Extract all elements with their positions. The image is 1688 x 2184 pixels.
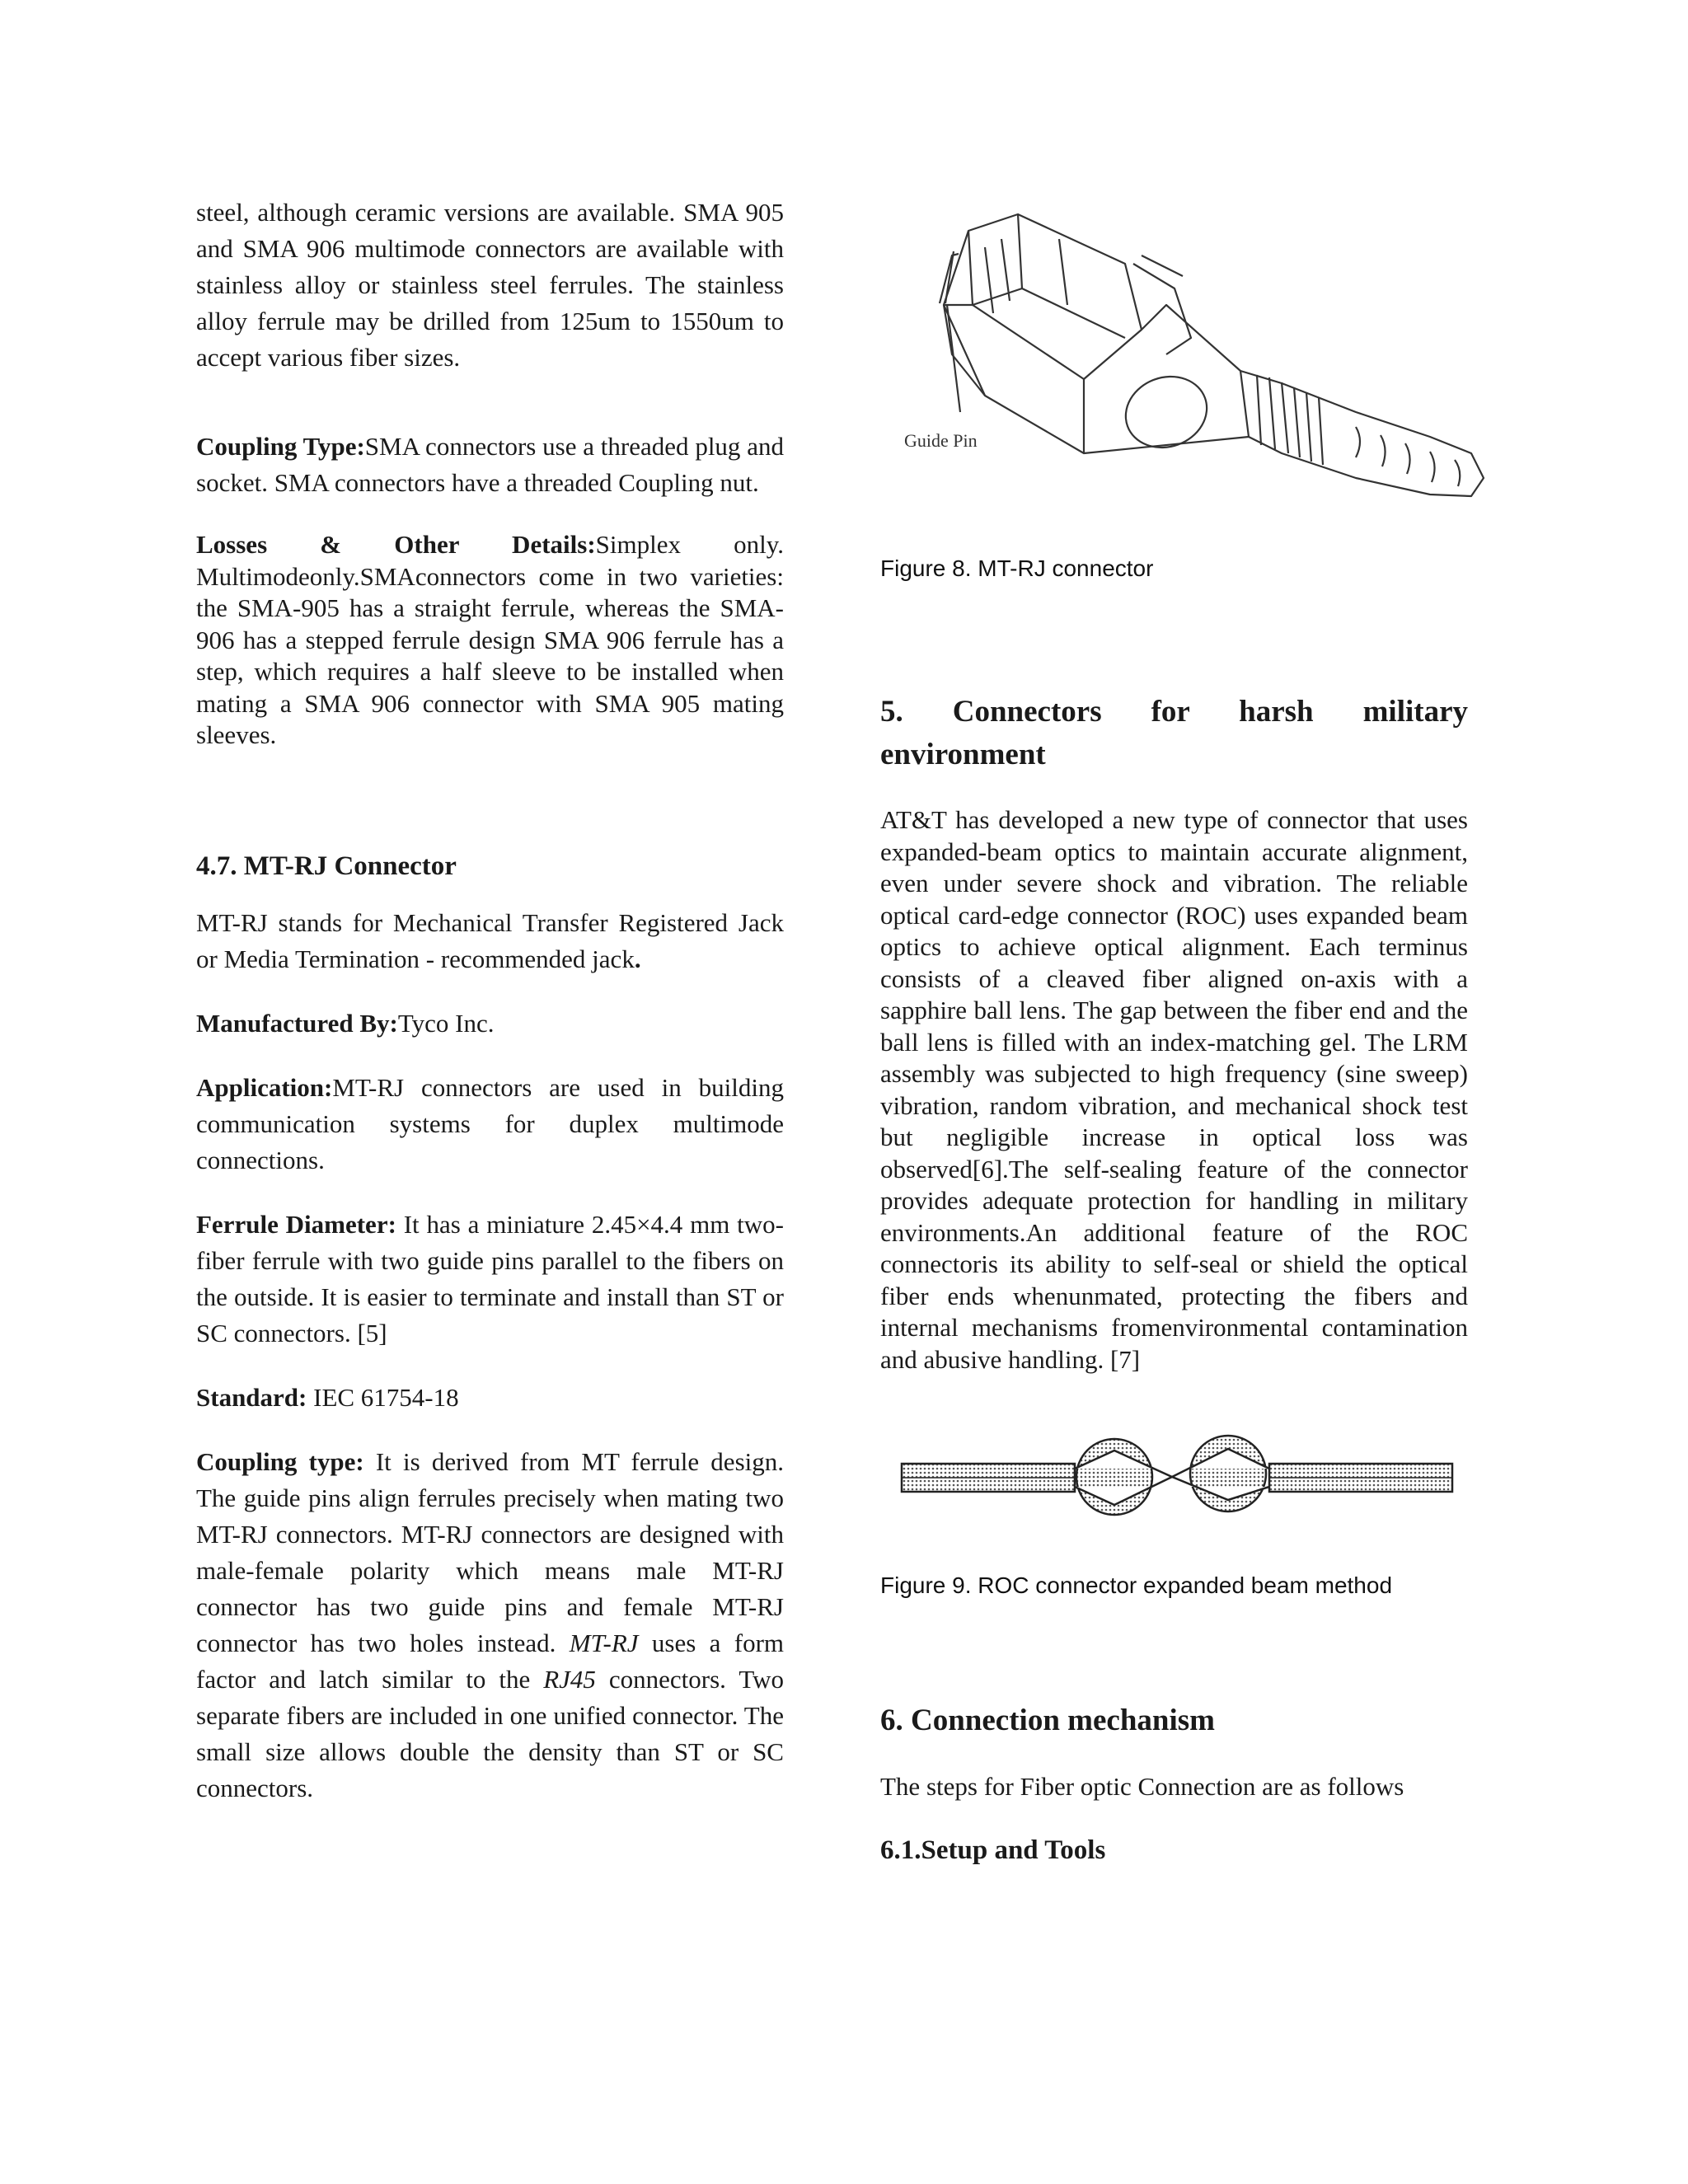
- coupling-type-mtrj-text-a: It is derived from MT ferrule design. The guide pins align ferrules precisely when mating two MT-RJ connectors. MT-RJ connectors are designed with male-female polarity which means male MT-RJ connector has two guide pins and female MT-RJ connector has two holes instead.: [196, 1446, 784, 1657]
- guide-pin-label: Guide Pin: [904, 430, 978, 451]
- mtrj-definition-text: MT-RJ stands for Mechanical Transfer Registered Jack or Media Termination - recommended jack: [196, 907, 784, 973]
- mtrj-connector-drawing: [894, 206, 1521, 519]
- mtrj-italic: MT-RJ: [569, 1628, 639, 1657]
- mtrj-definition-paragraph: [196, 905, 784, 977]
- losses-label: Losses & Other Details:: [196, 530, 596, 559]
- ferrule-diameter-label: Ferrule Diameter:: [196, 1209, 396, 1239]
- standard-paragraph: [196, 1380, 784, 1416]
- coupling-type-label: Coupling Type:: [196, 432, 365, 461]
- figure-8-mtrj-connector: [894, 206, 1521, 519]
- coupling-type-mtrj-text-c: connectors. Two separate fibers are included in one unified connector. The small size allows double the density than ST or SC connectors.: [196, 1664, 784, 1802]
- figure-9-expanded-beam: [898, 1434, 1459, 1516]
- coupling-type-paragraph: [196, 429, 784, 501]
- left-column: [196, 194, 784, 1807]
- coupling-type-text: SMA connectors use a threaded plug and socket. SMA connectors have a threaded Coupling nut.: [196, 432, 784, 497]
- section-5-body: [880, 804, 1468, 1376]
- ferrule-diameter-text: It has a miniature 2.45×4.4 mm two-fiber ferrule with two guide pins parallel to the fibers on the outside. It is easier to terminate and install than ST or SC connectors. [5]: [196, 1209, 785, 1347]
- losses-paragraph: [196, 529, 784, 752]
- section-6-1: [880, 1831, 1468, 1869]
- section-6: [880, 1699, 1468, 1742]
- sma-ferrule-paragraph: steel, although ceramic versions are available. SMA 905 and SMA 906 multimode connectors are available with stainless alloy or stainless steel ferrules. The stainless alloy ferrule may be drilled from 125um to 1550um to accept various fiber sizes.: [196, 198, 784, 372]
- manufactured-paragraph: [196, 1005, 784, 1042]
- section-4-7-heading: 4.7. MT-RJ Connector: [196, 851, 457, 881]
- figure-8-caption: Figure 8. MT-RJ connector: [880, 555, 1154, 581]
- standard-label: Standard:: [196, 1382, 307, 1412]
- ferrule-diameter-paragraph: [196, 1207, 784, 1352]
- coupling-type-mtrj-label: Coupling type:: [196, 1446, 364, 1476]
- application-label: Application:: [196, 1072, 333, 1102]
- coupling-type-mtrj-paragraph: [196, 1444, 784, 1807]
- connection-steps-paragraph: The steps for Fiber optic Connection are as follows: [880, 1772, 1404, 1801]
- att-roc-paragraph: AT&T has developed a new type of connector that uses expanded-beam optics to maintain accurate alignment, even under severe shock and vibration. The reliable optical card-edge connector (ROC) uses expanded beam optics to achieve optical alignment. Each terminus consists of a cleaved fiber aligned on-axis with a sapphire ball lens. The gap between the fiber end and the ball lens is filled with an index-matching gel. The LRM assembly was subjected to high frequency (sine sweep) vibration, random vibration, and mechanical shock test but negligible increase in optical loss was observed[6].The self-sealing feature of the connector provides adequate protection for handling in military environments.An additional feature of the ROC connectoris its ability to self-seal or shield the optical fiber ends whenunmated, protecting the fibers and internal mechanisms fromenvironmental contamination and abusive handling. [7]: [880, 805, 1468, 1374]
- application-paragraph: [196, 1070, 784, 1179]
- section-6-heading: 6. Connection mechanism: [880, 1704, 1215, 1737]
- manufactured-label: Manufactured By:: [196, 1008, 398, 1038]
- mtrj-definition-period: .: [634, 944, 641, 973]
- standard-text: IEC 61754-18: [307, 1382, 459, 1412]
- application-text: MT-RJ connectors are used in building communication systems for duplex multimode connections.: [196, 1072, 784, 1174]
- rj45-italic: RJ45: [543, 1664, 596, 1694]
- figure-9-caption: Figure 9. ROC connector expanded beam method: [880, 1572, 1393, 1598]
- section-6-1-heading: 6.1.Setup and Tools: [880, 1835, 1106, 1865]
- manufactured-text: Tyco Inc.: [397, 1008, 495, 1038]
- section-5: [880, 691, 1468, 776]
- section-6-body: [880, 1769, 1468, 1805]
- losses-text: Simplex only. Multimodeonly.SMAconnectors come in two varieties: the SMA-905 has a straight ferrule, whereas the SMA-906 has a stepped ferrule design SMA 906 ferrule has a step, which requires a half sleeve to be installed when mating a SMA 906 connector with SMA 905 mating sleeves.: [196, 530, 784, 749]
- expanded-beam-drawing: [898, 1434, 1459, 1516]
- coupling-type-mtrj-text-b: uses a form factor and latch similar to the: [196, 1628, 785, 1694]
- section-5-heading: 5. Connectors for harsh military environment: [880, 695, 1468, 771]
